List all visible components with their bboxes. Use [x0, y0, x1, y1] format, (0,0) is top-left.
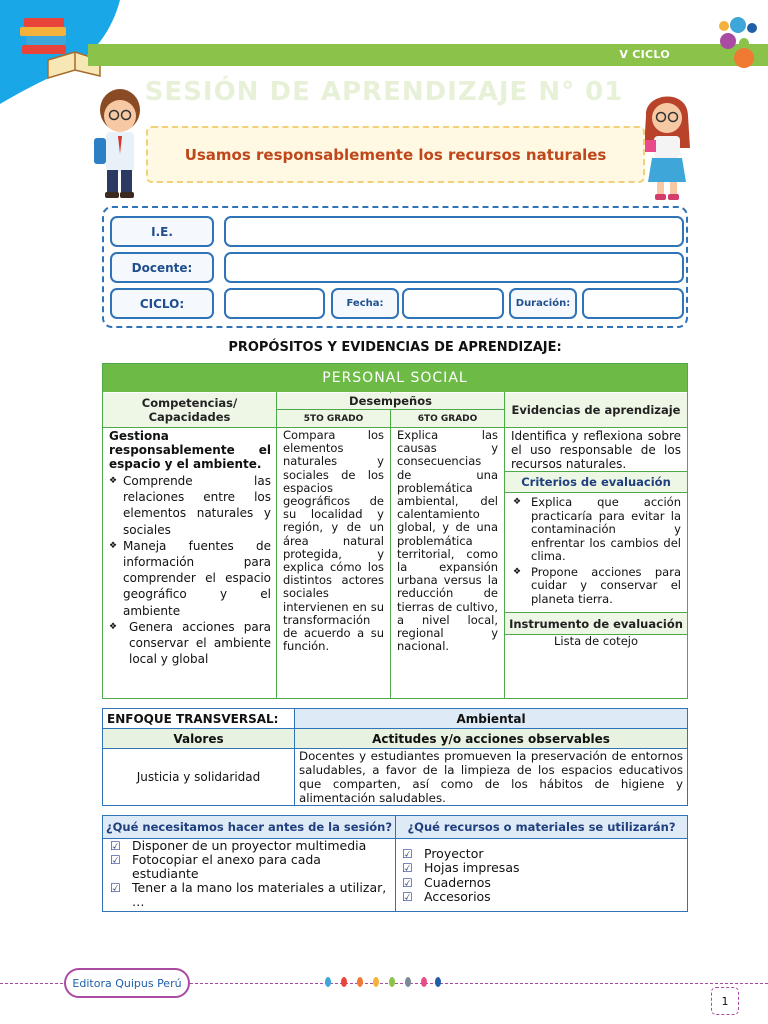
ciclo-field[interactable]: [224, 288, 325, 319]
subtitle-box: [146, 126, 645, 183]
ie-field[interactable]: [224, 216, 684, 247]
docente-label: Docente:: [110, 252, 214, 283]
valor-text: Justicia y solidaridad: [136, 770, 261, 784]
recurso-item: ☑ Cuadernos: [402, 876, 682, 890]
competencias-cell: [109, 429, 271, 667]
criterios-header: Criterios de evaluación: [505, 472, 687, 492]
criterio-item: ❖ Propone acciones para cuidar y conservar el planeta tierra.: [513, 566, 681, 607]
evidencia-text: Identifica y reflexiona sobre el uso responsable de los recursos naturales.: [511, 429, 681, 471]
fecha-field[interactable]: [402, 288, 504, 319]
ciclo-label: CICLO:: [110, 288, 214, 319]
docente-field[interactable]: [224, 252, 684, 283]
antes-item: ☑ Disponer de un proyector multimedia: [110, 839, 390, 853]
criterio-item: ❖ Explica que acción practicaría para evitar la contaminación y enfrentar los cambios del clima.: [513, 496, 681, 564]
evidencias-header: Evidencias de aprendizaje: [505, 393, 687, 427]
valores-header: Valores: [103, 729, 294, 748]
capacidad-item: ❖ Maneja fuentes de información para comprender el espacio geográfico y el ambiente: [109, 538, 271, 619]
cycle-label: V CICLO: [619, 48, 670, 61]
girl-student-icon: [640, 86, 694, 204]
antes-item: ☑ Tener a la mano los materiales a utilizar, …: [110, 881, 390, 909]
recurso-item: ☑ Proyector: [402, 847, 682, 861]
actitudes-header: Actitudes y/o acciones observables: [295, 729, 687, 748]
recurso-item: ☑ Hojas impresas: [402, 861, 682, 875]
duracion-label: Duración:: [509, 288, 577, 319]
desempeno-5to: Compara los elementos naturales y sociales de los espacios geográficos de su localidad y región, y de un área natural protegida, y explica cómo los distintos actores sociales intervienen en su transformación de acuerdo a su función.: [283, 428, 384, 654]
section-heading: PROPÓSITOS Y EVIDENCIAS DE APRENDIZAJE:: [228, 340, 562, 355]
enfoque-label: ENFOQUE TRANSVERSAL:: [107, 712, 279, 726]
boy-student-icon: [92, 84, 144, 202]
competencias-header: Competencias/ Capacidades: [103, 393, 276, 427]
recursos-list: [402, 847, 682, 904]
pencils-decoration-icon: [322, 975, 444, 993]
recursos-header: ¿Qué recursos o materiales se utilizarán?: [396, 816, 687, 838]
desempeno-6to: Explica las causas y consecuencias de una problemática ambiental, del calentamiento global, y de una problemática territorial, como la expansión urbana versus la reducción de tierras de cultivo, a nivel local, regional y nacional.: [397, 428, 498, 654]
purposes-table: [102, 363, 688, 699]
antes-header: ¿Qué necesitamos hacer antes de la sesión?: [103, 816, 395, 838]
capacidad-item: ❖ Genera acciones para conservar el ambiente local y global: [109, 619, 271, 668]
competencia-text: Gestiona responsablemente el espacio y el ambiente.: [109, 429, 271, 471]
enfoque-value: Ambiental: [295, 709, 687, 728]
header-band: [88, 44, 768, 66]
actitud-text: Docentes y estudiantes promueven la preservación de entornos saludables, a favor de la limpieza de los espacios educativos que comparten, así como de los hábitos de higiene y alimentación saludables.: [299, 749, 683, 805]
fecha-label: Fecha:: [331, 288, 399, 319]
preparation-table: [102, 815, 688, 912]
session-title: SESIÓN DE APRENDIZAJE N° 01: [144, 77, 624, 107]
duracion-field[interactable]: [582, 288, 684, 319]
capacidad-item: ❖ Comprende las relaciones entre los elementos naturales y sociales: [109, 473, 271, 538]
criterios-list: [513, 496, 681, 606]
grade-5-header: 5TO GRADO: [277, 410, 390, 427]
desempenos-header: Desempeños: [277, 393, 504, 409]
info-panel: [102, 206, 688, 328]
enfoque-table: [102, 708, 688, 806]
instrumento-text: Lista de cotejo: [553, 634, 638, 648]
ie-label: I.E.: [110, 216, 214, 247]
dots-decoration-icon: [716, 16, 762, 70]
grade-6-header: 6TO GRADO: [391, 410, 504, 427]
capacidades-list: [109, 473, 271, 667]
antes-item: ☑ Fotocopiar el anexo para cada estudiante: [110, 853, 390, 881]
page-number: 1: [711, 987, 739, 1015]
area-header: PERSONAL SOCIAL: [103, 364, 687, 392]
recurso-item: ☑ Accesorios: [402, 890, 682, 904]
instrumento-header: Instrumento de evaluación: [505, 613, 687, 634]
publisher-badge: Editora Quipus Perú: [64, 968, 190, 998]
antes-list: [110, 839, 390, 909]
session-subtitle: Usamos responsablemente los recursos naturales: [184, 145, 607, 164]
